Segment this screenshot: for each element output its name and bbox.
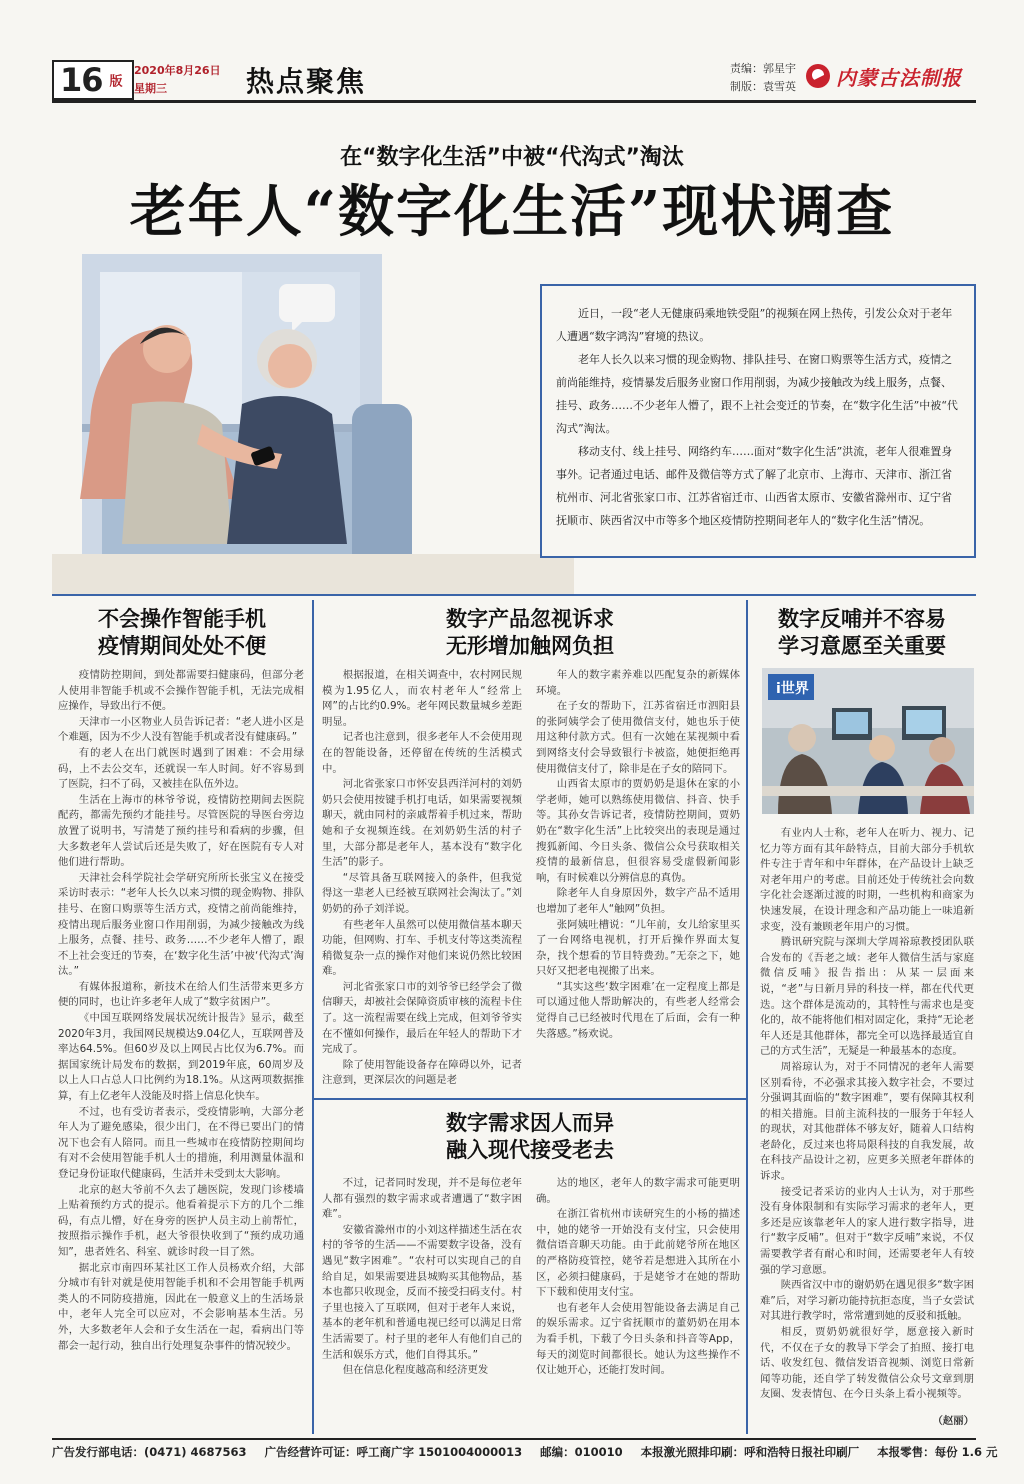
- article-paragraph: 河北省张家口市的刘爷爷已经学会了微信聊天，却被社会保障资质审核的流程卡住了。这一流程需要在线上完成，但刘爷爷实在不懂如何操作，最后在年轻人的帮助下才完成了。: [322, 980, 522, 1056]
- section-heading-line: 数字需求因人而异: [446, 1111, 614, 1135]
- section-heading-4: [314, 1110, 746, 1164]
- article-paragraph: 记者也注意到，很多老年人不会使用现在的智能设备，还停留在传统的生活模式中。: [322, 731, 522, 775]
- article-paragraph: 接受记者采访的业内人士认为，对于那些没有身体限制和有实际学习需求的老年人，更多还是应该靠老年人的家人进行数字指导，进行“数字反哺”。但对于“数字反哺”来说，不仅需要教学者有耐心和时间，还需要老年人有较强的学习意愿。: [760, 1185, 974, 1276]
- ad-phone: 广告发行部电话：(0471) 4687563: [52, 1445, 247, 1459]
- issue-date: 2020年8月26日: [134, 64, 221, 77]
- section-heading-line: 数字产品忽视诉求: [446, 607, 614, 631]
- intro-paragraph: 近日，一段“老人无健康码乘地铁受阻”的视频在网上热传，引发公众对于老年人遭遇“数字鸿沟”窘境的热议。: [556, 307, 953, 343]
- article-paragraph: 张阿姨吐槽说：“儿年前，女儿给家里买了一台网络电视机，打开后操作界面太复杂，找个想看的节目特费劲。”无奈之下，她只好又把老电视搬了出来。: [536, 918, 740, 978]
- ad-license: 广告经营许可证：呼工商广字 1501004000013: [264, 1445, 523, 1459]
- intro-paragraph: 移动支付、线上挂号、网络约车……面对“数字化生活”洪流，老年人很难置身事外。记者通过电话、邮件及微信等方式了解了北京市、上海市、天津市、浙江省杭州市、河北省张家口市、江苏省宿迁市、山西省太原市、安徽省滁州市、辽宁省抚顺市、陕西省汉中市等多个地区疫情防控期间老年人的“数字化生活”情况。: [556, 445, 953, 527]
- page-number-box: [52, 60, 134, 100]
- article-paragraph: 山西省太原市的贾奶奶是退休在家的小学老师，她可以熟练使用微信、抖音、快手等。其孙女告诉记者，疫情防控期间，贾奶奶在“数字化生活”上比较突出的表现是通过搜狐新闻、今日头条、微信公众号获取相关疫情的最新信息，但很容易受虚假新闻影响，有时候难以分辨信息的真伪。: [536, 778, 740, 884]
- newspaper-logo-icon: [806, 64, 830, 88]
- column-divider: [746, 600, 748, 1434]
- article-byline: （赵丽）: [932, 1415, 974, 1427]
- footer: [52, 1444, 998, 1460]
- article-paragraph: 据北京市南四环某社区工作人员杨欢介绍，大部分城市有针对就是使用智能手机和不会用智能手机两类人的不同防疫措施，因此在一般意义上的生活场景中，老年人完全可以应对，不会影响基本生活。另外，大多数老年人会和子女生活在一起，看病出门等都会一起行动，独自出行处理复杂事件的情况较少。: [58, 1261, 304, 1352]
- article-paragraph: 《中国互联网络发展状况统计报告》显示，截至2020年3月，我国网民规模达9.04亿人，互联网普及率达64.5%。但60岁及以上网民占比仅为6.7%。而据国家统计局发布的数据，到2019年底，60周岁及以上人口占总人口比例约为18.1%。从这两项数据推算，有上亿老年人没能及时搭上信息化快车。: [58, 1012, 304, 1103]
- masthead-rule: [52, 100, 976, 103]
- article-paragraph: 北京的赵大爷前不久去了趟医院，发现门诊楼墙上贴着预约方式的提示。他看着提示下方的几个二维码，有点儿懵，好在身旁的医护人员主动上前帮忙，按照指示操作手机，赵大爷很快收到了“预约成功通知”，患者姓名、科室、就诊时段一目了然。: [58, 1183, 304, 1258]
- column-divider: [312, 600, 314, 1434]
- article-column-6: [760, 826, 974, 1406]
- section-heading-2: [314, 606, 746, 660]
- section-heading-line: 数字反哺并不容易: [778, 607, 946, 631]
- main-headline: 老年人“数字化生活”现状调查: [129, 179, 895, 245]
- article-paragraph: 天津市一小区物业人员告诉记者：“老人进小区是个难题，因为不少人没有智能手机或者没有健康码。”: [58, 715, 304, 744]
- article-paragraph: 除老年人自身原因外，数字产品不适用也增加了老年人“触网”负担。: [536, 887, 740, 915]
- article-paragraph: “其实这些‘数字困难’在一定程度上都是可以通过他人帮助解决的，有些老人经常会觉得自己已经被时代甩在了后面，会有一种失落感。”杨欢说。: [536, 980, 740, 1040]
- section-heading-3: [748, 606, 976, 660]
- article-paragraph: 年人的数字素养难以匹配复杂的新媒体环境。: [536, 669, 740, 697]
- section-heading-line: 学习意愿至关重要: [778, 634, 946, 658]
- footer-rule: [52, 1438, 976, 1440]
- section-heading-1: [52, 606, 312, 660]
- article-paragraph: 根据报道，在相关调查中，农村网民规模为1.95亿人，而农村老年人“经常上网”的占比约0.9%。老年网民数量城乡差距明显。: [322, 669, 522, 728]
- article-column-5: [536, 1176, 740, 1432]
- article-paragraph: 天津社会科学院社会学研究所所长张宝义在接受采访时表示：“老年人长久以来习惯的现金购物、排队挂号、在窗口购票等生活方式，疫情之前尚能维持，疫情出现后服务业窗口作用削弱，为减少接触改为线上服务，点餐、挂号、政务……不少老年人懵了，跟不上社会变迁的节奏，在‘数字化生活’中被‘代沟式’淘汰。”: [58, 871, 304, 978]
- article-paragraph: 生活在上海市的林爷爷说，疫情防控期间去医院配药，都需先预约才能挂号。尽管医院的导医台旁边放置了说明书，写清楚了预约挂号和看病的步骤，但大多数老年人尝试后还是失败了，好在医院有专人对他们进行帮助。: [58, 793, 304, 869]
- newspaper-logo: [806, 58, 976, 94]
- section-rule: [312, 1098, 748, 1100]
- article-paragraph: 疫情防控期间，到处都需要扫健康码，但部分老人使用非智能手机或不会操作智能手机，无法完成相应操作，导致出行不便。: [58, 669, 304, 713]
- i-world-sign: i世界: [776, 681, 809, 697]
- page-number: 16: [60, 61, 103, 99]
- hero-illustration: [52, 254, 574, 600]
- article-paragraph: 不过，也有受访者表示，受疫情影响，大部分老年人为了避免感染，很少出门，在不得已要出门的情况下也会有人陪同。而且一些城市在疫情防控期间均有对不会使用智能手机人士的措施，利用测量体温和登记身份证取代健康码，生活并未受到太大影响。: [58, 1105, 304, 1180]
- article-paragraph: 除了使用智能设备存在障碍以外，记者注意到，更深层次的问题是老: [322, 1058, 522, 1087]
- article-paragraph: 有业内人士称，老年人在听力、视力、记忆力等方面有其年龄特点，目前大部分手机软件专注于青年和中年群体，在产品设计上缺乏对老年用户的考虑。目前还处于传统社会向数字化社会逐渐过渡的时期，一些机构和商家为快速发展，在设计理念和产品功能上一味追新求变，没有兼顾老年用户的习惯。: [760, 827, 974, 933]
- editor-credits: [730, 60, 796, 96]
- intro-text: [556, 302, 960, 532]
- article-column-2: [322, 668, 522, 1092]
- page-label: 版: [106, 73, 122, 87]
- article-paragraph: 不过，记者同时发现，并不是每位老年人都有强烈的数字需求或者遭遇了“数字困难”。: [322, 1177, 522, 1221]
- section-heading-line: 疫情期间处处不便: [98, 634, 266, 658]
- article-paragraph: 陕西省汉中市的谢奶奶在遇见很多“数字困难”后，对学习新功能持抗拒态度，当子女尝试对其进行教学时，常常遭到她的反驳和抵触。: [760, 1279, 974, 1323]
- article-paragraph: 安徽省滁州市的小刘这样描述生活在农村的爷爷的生活——不需要数字设备，没有遇见“数字困难”。“农村可以实现自己的自给自足，如果需要进县城购买其他物品，基本也都只收现金，反而不接受扫码支付。村子里也接入了互联网，但对于老年人来说，基本的老年机和普通电视已经可以满足日常生活需要了。村子里的老年人有他们自己的生活和娱乐方式，他们自得其乐。”: [322, 1223, 522, 1361]
- section-heading-line: 不会操作智能手机: [98, 607, 266, 631]
- editor-credit: 责编：郭星宇: [730, 62, 796, 75]
- article-paragraph: 但在信息化程度越高和经济更发: [342, 1364, 489, 1377]
- headline-kicker: 在“数字化生活”中被“代沟式”淘汰: [340, 145, 684, 170]
- article-paragraph: 在子女的帮助下，江苏省宿迁市泗阳县的张阿姨学会了使用微信支付，她也乐于使用这种付款方式。但有一次她在某视频中看到网络支付会导致银行卡被盗，她便拒绝再使用微信支付了，除非是在子女的陪同下。: [536, 700, 740, 775]
- issue-date-block: [134, 62, 221, 98]
- article-paragraph: 河北省张家口市怀安县西洋河村的刘奶奶只会使用按键手机打电话，如果需要视频聊天，就由同村的亲戚帮着手机过来，帮助她和子女视频连线。在刘奶奶生活的村子里，大部分都是老年人，基本没有“数字化生活”的影子。: [322, 778, 522, 869]
- article-paragraph: 有的老人在出门就医时遇到了困难：不会用绿码，上不去公交车，还就误一车人时间。好不容易到了医院，扫不了码，又被挂在队伍外边。: [58, 746, 304, 791]
- elderly-phone-illustration: [52, 254, 574, 600]
- article-paragraph: 腾讯研究院与深圳大学周裕琼教授团队联合发布的《吾老之域：老年人微信生活与家庭微信反哺》报告指出：从某一层面来说，“老”与日新月异的科技一样，都在代代更迭。这个群体是流动的，其特性与需求也是变化的，故不能将他们相对固定化，秉持“无论老年人还是其他群体，都完全可以选择最适宜自己的方式生活”，无疑是一种最基本的态度。: [760, 936, 974, 1058]
- seniors-at-computers-image: [762, 668, 974, 814]
- postcode: 邮编：010010: [540, 1445, 623, 1459]
- newspaper-name: 内蒙古法制报: [836, 65, 962, 90]
- intro-paragraph: 老年人长久以来习惯的现金购物、排队挂号、在窗口购票等生活方式，疫情之前尚能维持，疫情暴发后服务业窗口作用削弱，为减少接触改为线上服务，点餐、挂号、政务……不少老年人懵了，跟不上社会变迁的节奏，在“数字化生活”中被“代沟式”淘汰。: [556, 353, 958, 435]
- article-paragraph: 周裕琼认为，对于不同情况的老年人需要区别看待，不必强求其接入数字社会，不要过分强调其面临的“数字困难”，要有保障其权利的相关措施。目前主流科技的一服务于年轻人的现状，对其他群体不够友好，随着人口结构老龄化，反过来也将局限科技的自我发展，故在科技产品设计之初，应更多关照老年群体的诉求。: [760, 1060, 974, 1183]
- article-column-1: [58, 668, 304, 1432]
- article-column-4: [322, 1176, 522, 1432]
- article-paragraph: 有媒体报道称，新技术在给人们生活带来更多方便的同时，也让许多老年人成了“数字贫困户”。: [58, 980, 304, 1009]
- article-paragraph: 达的地区，老年人的数字需求可能更明确。: [536, 1177, 740, 1205]
- masthead: [0, 0, 1024, 110]
- section-heading-line: 无形增加触网负担: [446, 634, 614, 658]
- section-heading-line: 融入现代接受老去: [446, 1138, 614, 1162]
- section-title: 热点聚焦: [246, 65, 367, 98]
- article-paragraph: 也有老年人会使用智能设备去满足自己的娱乐需求。辽宁省抚顺市的董奶奶在用本为看手机，下载了今日头条和抖音等App，每天的浏览时间都很长。她认为这些操作不仅让她开心，还能打发时间。: [536, 1301, 740, 1377]
- article-column-3: [536, 668, 740, 1092]
- printer: 本报激光照排印刷：呼和浩特日报社印刷厂: [640, 1445, 860, 1459]
- seniors-computer-photo: [762, 668, 974, 814]
- article-paragraph: 有些老年人虽然可以使用微信基本聊天功能，但网购、打车、手机支付等这类流程稍微复杂一点的操作对他们来说仍然比较困难。: [322, 918, 522, 978]
- issue-weekday: 星期三: [134, 82, 167, 95]
- retail-price: 本报零售：每份 1.6 元: [877, 1445, 998, 1459]
- article-paragraph: “尽管具备互联网接入的条件，但我觉得这一辈老人已经被互联网社会淘汰了。”刘奶奶的孙子刘洋说。: [322, 871, 522, 915]
- section-rule: [52, 594, 976, 596]
- article-paragraph: 相反，贾奶奶就很好学，愿意接入新时代，不仅在子女的教导下学会了拍照、接打电话、收发红包、微信发语音视频、浏览日常新闻等功能，还自学了转发微信公众号文章到朋友圈、发表情包、在今日头条上看小视频等。: [760, 1326, 974, 1401]
- designer-credit: 制版：袁雪英: [730, 80, 796, 93]
- article-paragraph: 在浙江省杭州市读研究生的小杨的描述中，她的姥爷一开始没有支付宝，只会使用微信语音聊天功能。由于此前姥爷所在地区的严格防疫管控，姥爷若是想进入其所在小区，必须扫健康码，于是姥爷才在她的帮助下下载和使用支付宝。: [536, 1208, 740, 1299]
